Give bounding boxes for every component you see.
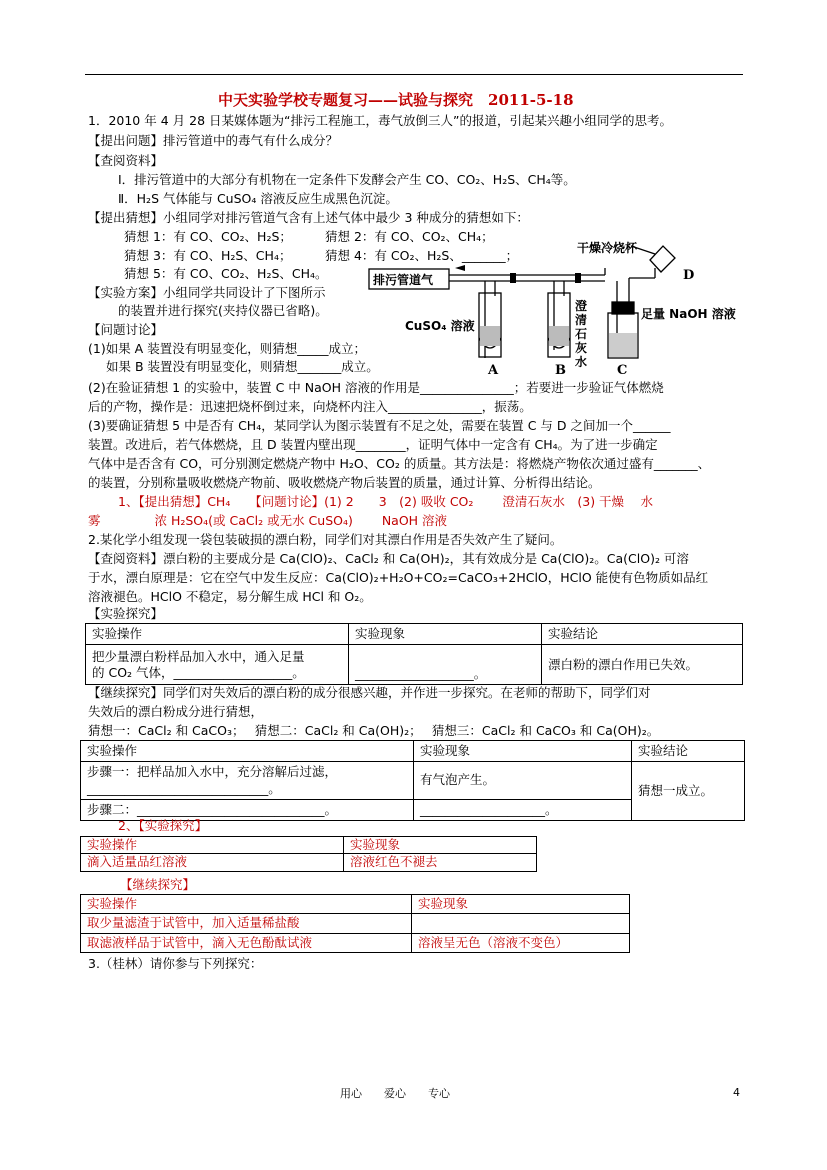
t2-conclusion: 猜想一成立。 — [632, 762, 745, 821]
cuso4-label: CuSO₄ 溶液 — [405, 319, 475, 333]
answer-table-2 — [80, 894, 630, 953]
answer-1-line-1: 1、【提出猜想】CH₄ 【问题讨论】(1) 2 3 (2) 吸收 CO₂ 澄清石灰水 (3) 干燥 水 — [118, 494, 654, 509]
discussion-1: (1)如果 A 装置没有明显变化，则猜想_____成立； — [88, 341, 366, 356]
discussion-3d: 的装置，分别称量吸收燃烧产物前、吸收燃烧产物后装置的质量，通过计算、分析得出结论。 — [88, 475, 601, 490]
answer-table-1 — [80, 836, 537, 872]
t1-head-con: 实验结论 — [542, 624, 743, 645]
label-c: C — [617, 363, 628, 378]
t1-op-line-2: 的 CO₂ 气体，___________________。 — [92, 664, 305, 680]
limewater-char-4: 灰 — [575, 341, 588, 355]
t2-step1-line-2: _____________________________。 — [87, 780, 281, 796]
q1-line-6: 【提出猜想】小组同学对排污管道气含有上述气体中最少 3 种成分的猜想如下： — [88, 210, 529, 225]
guess-1: 猜想 1：有 CO、CO₂、H₂S； — [124, 229, 292, 244]
guess-5: 猜想 5：有 CO、CO₂、H₂S、CH₄。 — [124, 266, 328, 281]
q2-line-8: 猜想一：CaCl₂ 和 CaCO₃； 猜想二：CaCl₂ 和 Ca(OH)₂； 猜想三：CaCl₂ 和 CaCO₃ 和 Ca(OH)₂。 — [88, 723, 660, 738]
guess-4: 猜想 4：有 CO₂、H₂S、_______； — [325, 248, 519, 263]
a1-head-ph: 实验现象 — [344, 837, 537, 854]
footer-center: 用心 爱心 专心 — [340, 1087, 450, 1100]
q1-line-1: 1．2010 年 4 月 28 日某媒体题为“排污工程施工，毒气放倒三人”的报道，引起某兴趣小组同学的思考。 — [88, 113, 672, 128]
a1-head-op: 实验操作 — [81, 837, 344, 854]
t2-step1-phenomenon: 有气泡产生。 — [414, 762, 632, 800]
q2-line-7: 失效后的漂白粉成分进行猜想， — [88, 704, 264, 719]
cup-d — [650, 246, 675, 272]
pipe-label: 排污管道气 — [373, 273, 434, 287]
t1-head-op: 实验操作 — [86, 624, 349, 645]
q2-line-4: 溶液褪色。HClO 不稳定，易分解生成 HCl 和 O₂。 — [88, 589, 372, 604]
t1-phenomenon: ___________________。 — [349, 645, 542, 685]
answer-1-line-2: 雾 浓 H₂SO₄(或 CaCl₂ 或无水 CuSO₄) NaOH 溶液 — [88, 513, 448, 528]
experiment-table-2 — [80, 740, 745, 821]
q1-line-4: Ⅰ．排污管道中的大部分有机物在一定条件下发酵会产生 CO、CO₂、H₂S、CH₄等。 — [118, 172, 576, 187]
guess-3: 猜想 3：有 CO、H₂S、CH₄； — [124, 248, 292, 263]
q2-line-3: 于水，漂白原理是：它在空气中发生反应：Ca(ClO)₂+H₂O+CO₂=CaCO₃+2HClO，HClO 能使有色物质如品红 — [88, 570, 709, 585]
discussion-2b: 后的产物，操作是：迅速把烧杯倒过来，向烧杯内注入_______________，振荡。 — [88, 399, 532, 414]
a1-row-ph: 溶液红色不褪去 — [344, 854, 537, 871]
t2-step2: 步骤二：______________________________。 — [81, 799, 414, 820]
limewater-char-1: 澄 — [575, 299, 588, 313]
discussion-3c: 气体中是否含有 CO，可分别测定燃烧产物中 H₂O、CO₂ 的质量。其方法是：将燃烧产物依次通过盛有_______、 — [88, 456, 711, 471]
q2-line-1: 2.某化学小组发现一袋包装破损的漂白粉，同学们对其漂白作用是否失效产生了疑问。 — [88, 532, 563, 547]
apparatus-figure — [365, 238, 745, 378]
q2-line-2: 【查阅资料】漂白粉的主要成分是 Ca(ClO)₂、CaCl₂ 和 Ca(OH)₂，其有效成分是 Ca(ClO)₂。Ca(ClO)₂ 可溶 — [88, 551, 689, 566]
naoh-label: 足量 NaOH 溶液 — [641, 307, 736, 321]
plan-line-1: 【实验方案】小组同学共同设计了下图所示 — [88, 285, 326, 300]
q1-line-2: 【提出问题】排污管道中的毒气有什么成分？ — [88, 133, 339, 148]
t2-head-ph: 实验现象 — [414, 741, 632, 762]
discussion-1b: 如果 B 装置没有明显变化，则猜想_______成立。 — [106, 359, 379, 374]
label-d: D — [683, 268, 695, 283]
label-b: B — [555, 363, 566, 378]
discussion-3b: 装置。改进后，若气体燃烧，且 D 装置内壁出现________，证明气体中一定含有 CH₄。为了进一步确定 — [88, 437, 658, 452]
limewater-char-2: 清 — [575, 313, 588, 327]
page-title: 中天实验学校专题复习——试验与探究 2011-5-18 — [218, 91, 574, 109]
a2-row-1-ph — [412, 914, 630, 933]
q3-line: 3.（桂林）请你参与下列探究： — [88, 956, 263, 971]
t2-step1-line-1: 步骤一：把样品加入水中，充分溶解后过滤， — [87, 764, 338, 780]
answer-2-title: 2、【实验探究】 — [118, 818, 208, 833]
t2-head-op: 实验操作 — [81, 741, 414, 762]
t1-op-cell — [86, 645, 349, 685]
discussion-3a: (3)要确证猜想 5 中是否有 CH₄，某同学认为图示装置有不足之处，需要在装置 C 与 D 之间加一个______ — [88, 418, 671, 433]
a2-head-ph: 实验现象 — [412, 895, 630, 914]
a2-head-op: 实验操作 — [81, 895, 412, 914]
a2-row-1-op: 取少量滤渣于试管中，加入适量稀盐酸 — [81, 914, 412, 933]
plan-line-2: 的装置并进行探究(夹持仪器已省略)。 — [118, 303, 328, 318]
a2-row-2-ph: 溶液呈无色（溶液不变色） — [412, 933, 630, 952]
t2-step1-cell — [81, 762, 414, 800]
answer-2-title-2: 【继续探究】 — [120, 877, 196, 892]
q2-line-6: 【继续探究】同学们对失效后的漂白粉的成分很感兴趣，并作进一步探究。在老师的帮助下，同学们对 — [88, 685, 651, 700]
discussion-2a: (2)在验证猜想 1 的实验中，装置 C 中 NaOH 溶液的作用是_______________；若要进一步验证气体燃烧 — [88, 380, 664, 395]
label-a: A — [488, 363, 499, 378]
t1-conclusion: 漂白粉的漂白作用已失效。 — [542, 645, 743, 685]
discussion-heading: 【问题讨论】 — [88, 322, 164, 337]
guess-2: 猜想 2：有 CO、CO₂、CH₄； — [325, 229, 494, 244]
t2-head-con: 实验结论 — [632, 741, 745, 762]
q1-line-3: 【查阅资料】 — [88, 153, 164, 168]
q1-line-5: Ⅱ．H₂S 气体能与 CuSO₄ 溶液反应生成黑色沉淀。 — [118, 191, 398, 206]
t1-head-ph: 实验现象 — [349, 624, 542, 645]
page-number: 4 — [733, 1086, 740, 1099]
header-rule — [85, 74, 743, 75]
limewater-char-5: 水 — [575, 355, 588, 369]
dry-cup-label: 干燥冷烧杯 — [577, 241, 638, 255]
a2-row-2-op: 取滤液样品于试管中，滴入无色酚酞试液 — [81, 933, 412, 952]
limewater-char-3: 石 — [575, 327, 588, 341]
t2-step2-phenomenon: ____________________。 — [414, 799, 632, 820]
a1-row-op: 滴入适量品红溶液 — [81, 854, 344, 871]
q2-line-5: 【实验探究】 — [88, 606, 164, 621]
experiment-table-1 — [85, 623, 743, 685]
t1-op-line-1: 把少量漂白粉样品加入水中，通入足量 — [92, 648, 305, 664]
